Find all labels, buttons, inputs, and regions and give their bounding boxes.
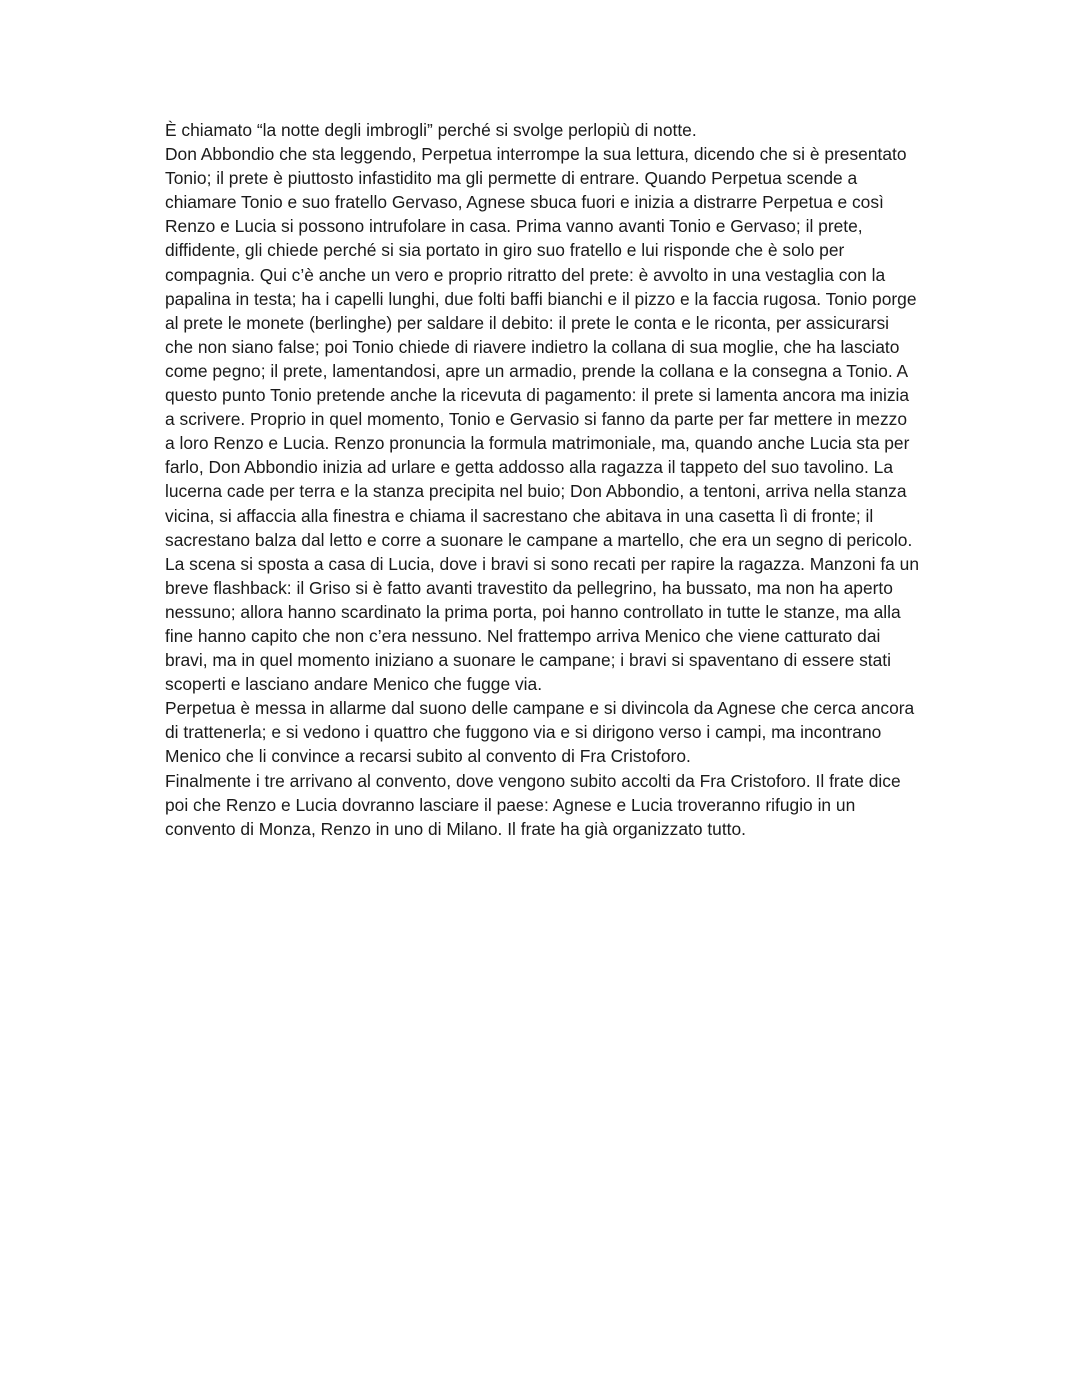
paragraph-perpetua: Perpetua è messa in allarme dal suono delle campane e si divincola da Agnese che cerca ancora di trattenerla; e si vedono i quattro che fuggono via e si dirigono verso i campi, ma incontrano Menico che li convince a recarsi subito al convento di Fra Cristoforo.: [165, 698, 915, 767]
paragraph-casa-lucia: La scena si sposta a casa di Lucia, dove i bravi si sono recati per rapire la ragazza. Manzoni fa un breve flashback: il Griso si è fatto avanti travestito da pellegrino, ha bussato, ma non ha aperto nessuno; allora hanno scardinato la prima porta, poi hanno controllato in tutte le stanze, ma alla fine hanno capito che non c’era nessuno. Nel frattempo arriva Menico che viene catturato dai bravi, ma in quel momento iniziano a suonare le campane; i bravi si spaventano di essere stati scoperti e lasciano andare Menico che fugge via.: [165, 553, 920, 695]
paragraph-convento: Finalmente i tre arrivano al convento, dove vengono subito accolti da Fra Cristoforo. Il frate dice poi che Renzo e Lucia dovranno lasciare il paese: Agnese e Lucia troveranno rifugio in un convento di Monza, Renzo in uno di Milano. Il frate ha già organizzato tutto.: [165, 770, 901, 839]
paragraph-intro: È chiamato “la notte degli imbrogli” perché si svolge perlopiù di notte.: [165, 120, 697, 140]
document-body: [165, 118, 920, 841]
paragraph-don-abbondio: Don Abbondio che sta leggendo, Perpetua interrompe la sua lettura, dicendo che si è presentato Tonio; il prete è piuttosto infastidito ma gli permette di entrare. Quando Perpetua scende a chiamare Tonio e suo fratello Gervaso, Agnese sbuca fuori e inizia a distrarre Perpetua e così Renzo e Lucia si possono intrufolare in casa. Prima vanno avanti Tonio e Gervaso; il prete, diffidente, gli chiede perché si sia portato in giro suo fratello e lui risponde che è solo per compagnia. Qui c’è anche un vero e proprio ritratto del prete: è avvolto in una vestaglia con la papalina in testa; ha i capelli lunghi, due folti baffi bianchi e il pizzo e la faccia rugosa. Tonio porge al prete le monete (berlinghe) per saldare il debito: il prete le conta e le riconta, per assicurarsi che non siano false; poi Tonio chiede di riavere indietro la collana di sua moglie, che ha lasciato come pegno; il prete, lamentandosi, apre un armadio, prende la collana e la consegna a Tonio. A questo punto Tonio pretende anche la ricevuta di pagamento: il prete si lamenta ancora ma inizia a scrivere. Proprio in quel momento, Tonio e Gervasio si fanno da parte per far mettere in mezzo a loro Renzo e Lucia. Renzo pronuncia la formula matrimoniale, ma, quando anche Lucia sta per farlo, Don Abbondio inizia ad urlare e getta addosso alla ragazza il tappeto del suo tavolino. La lucerna cade per terra e la stanza precipita nel buio; Don Abbondio, a tentoni, arriva nella stanza vicina, si affaccia alla finestra e chiama il sacrestano che abitava in una casetta lì di fronte; il sacrestano balza dal letto e corre a suonare le campane a martello, che era un segno di pericolo.: [165, 144, 917, 550]
